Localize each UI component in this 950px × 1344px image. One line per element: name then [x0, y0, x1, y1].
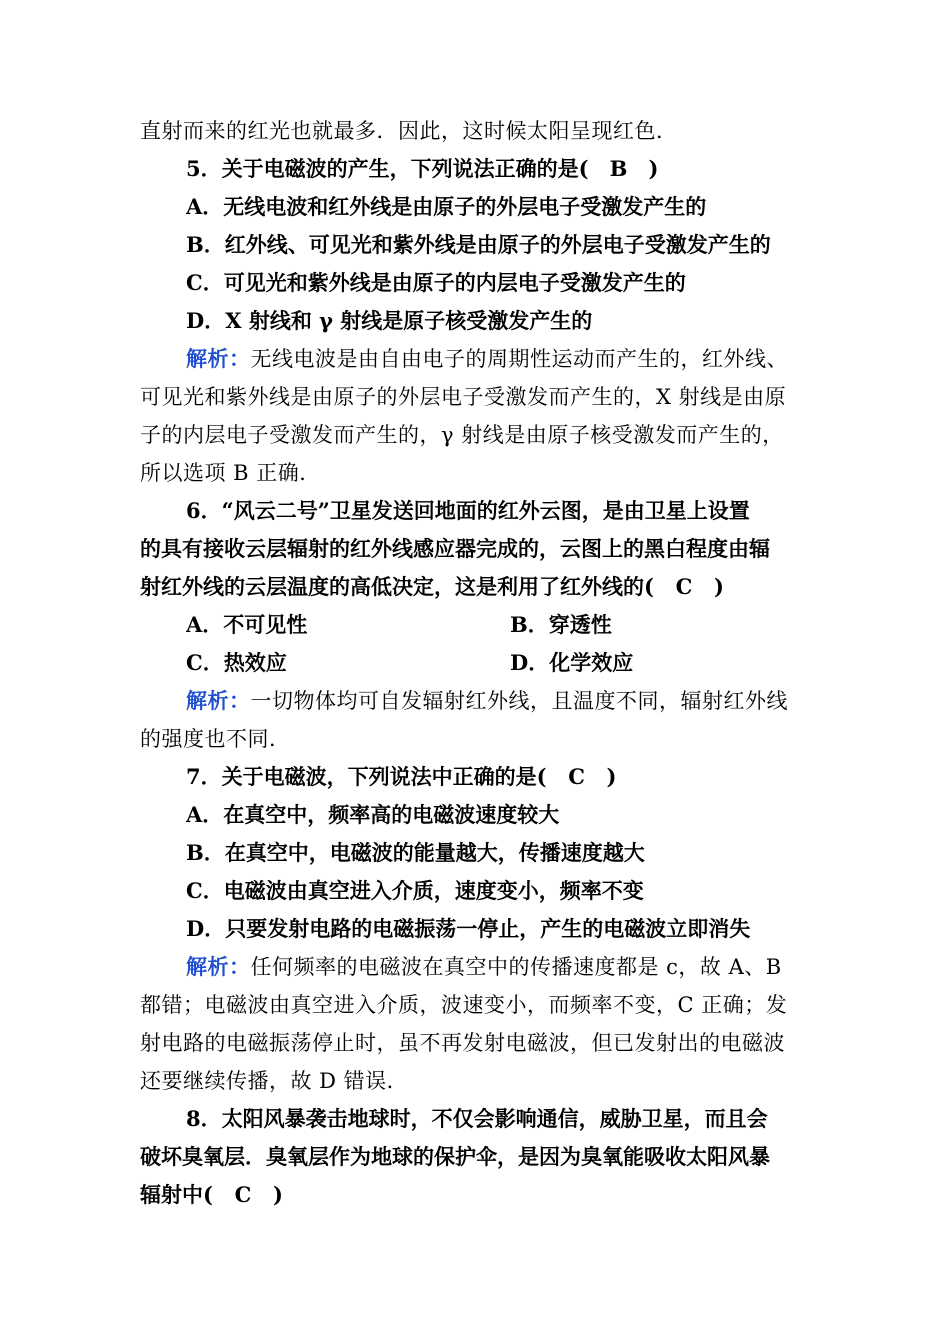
question-6-option-a: A．不可见性	[186, 612, 308, 637]
question-8-stem-line: 破坏臭氧层．臭氧层作为地球的保护伞，是因为臭氧能吸收太阳风暴	[140, 1144, 770, 1169]
question-7-option-d: D．只要发射电路的电磁振荡一停止，产生的电磁波立即消失	[186, 916, 751, 941]
question-7-explanation-line	[186, 949, 820, 985]
question-5-option-b: B．红外线、可见光和紫外线是由原子的外层电子受激发产生的	[186, 232, 771, 257]
question-6-stem-line: 的具有接收云层辐射的红外线感应器完成的，云图上的黑白程度由辐	[140, 536, 770, 561]
question-8-text: 辐射中(	[140, 1182, 213, 1207]
question-8-close: )	[272, 1182, 283, 1207]
question-7-close: )	[606, 764, 617, 789]
question-6-option-b: B．穿透性	[510, 612, 612, 637]
question-7-stem	[186, 759, 820, 795]
question-5-close: )	[648, 156, 659, 181]
question-8-stem-line	[140, 1177, 820, 1213]
question-6-answer: C	[675, 574, 693, 599]
question-8-stem-line: 8．太阳风暴袭击地球时，不仅会影响通信，威胁卫星，而且会	[186, 1106, 768, 1131]
question-7-option-c: C．电磁波由真空进入介质，速度变小，频率不变	[186, 878, 644, 903]
question-5-option-a: A．无线电波和红外线是由原子的外层电子受激发产生的	[186, 194, 707, 219]
question-7-explanation-line: 都错；电磁波由真空进入介质，波速变小，而频率不变，C 正确；发	[140, 993, 788, 1017]
question-7-option-a: A．在真空中，频率高的电磁波速度较大	[186, 802, 560, 827]
question-6-option-c: C．热效应	[186, 650, 287, 675]
question-7-text: 7．关于电磁波，下列说法中正确的是(	[186, 764, 547, 789]
question-8-answer: C	[234, 1182, 252, 1207]
explanation-label: 解析：	[186, 954, 251, 979]
question-7-explanation-line: 还要继续传播，故 D 错误．	[140, 1069, 409, 1093]
question-6-text: 射红外线的云层温度的高低决定，这是利用了红外线的(	[140, 574, 654, 599]
explanation-label: 解析：	[186, 688, 251, 713]
question-6-option-d: D．化学效应	[510, 650, 634, 675]
question-6-stem-line	[140, 569, 820, 605]
explanation-label: 解析：	[186, 346, 251, 371]
question-5-stem	[186, 151, 820, 187]
question-5-explanation-text: 无线电波是由自由电子的周期性运动而产生的，红外线、	[250, 347, 788, 371]
question-6-explanation-line: 的强度也不同．	[140, 727, 291, 751]
question-7-explanation-line: 射电路的电磁振荡停止时，虽不再发射电磁波，但已发射出的电磁波	[140, 1031, 785, 1055]
question-5-text: 5．关于电磁波的产生，下列说法正确的是(	[186, 156, 589, 181]
question-5-option-c: C．可见光和紫外线是由原子的内层电子受激发产生的	[186, 270, 686, 295]
question-5-answer: B	[609, 156, 628, 181]
question-7-explanation-text: 任何频率的电磁波在真空中的传播速度都是 c，故 A、B	[250, 955, 782, 979]
question-5-option-d: D．X 射线和 γ 射线是原子核受激发产生的	[186, 308, 593, 333]
question-5-explanation-line: 可见光和紫外线是由原子的外层电子受激发而产生的，X 射线是由原	[140, 385, 787, 409]
question-6-explanation-line	[186, 683, 820, 719]
question-6-stem-line: 6．“风云二号”卫星发送回地面的红外云图，是由卫星上设置	[186, 498, 750, 523]
question-7-option-b: B．在真空中，电磁波的能量越大，传播速度越大	[186, 840, 645, 865]
question-6-explanation-text: 一切物体均可自发辐射红外线，且温度不同，辐射红外线	[250, 689, 788, 713]
question-5-explanation-line	[186, 341, 820, 377]
question-5-explanation-line: 所以选项 B 正确．	[140, 461, 321, 485]
question-6-close: )	[713, 574, 724, 599]
question-5-explanation-line: 子的内层电子受激发而产生的，γ 射线是由原子核受激发而产生的，	[140, 423, 784, 447]
intro-line: 直射而来的红光也就最多．因此，这时候太阳呈现红色．	[140, 119, 678, 143]
question-7-answer: C	[568, 764, 585, 789]
